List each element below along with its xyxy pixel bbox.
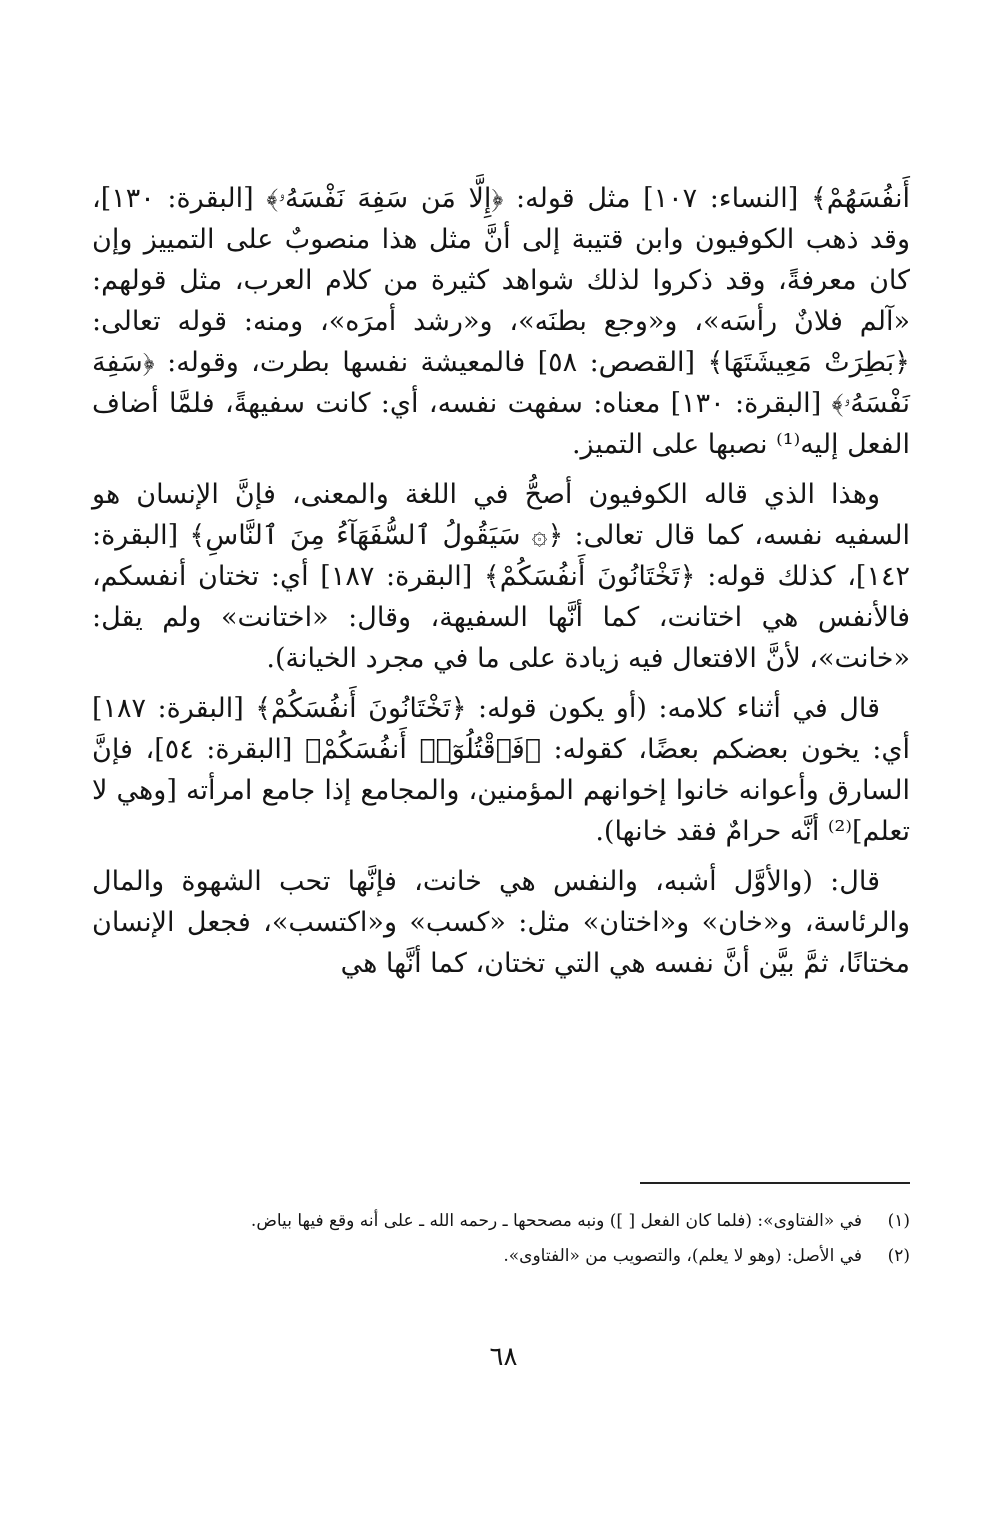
footnote-number: (١) (887, 1211, 910, 1231)
footnotes (92, 1206, 910, 1276)
paragraph-1: أَنفُسَهُمْ﴾ [النساء: ١٠٧] مثل قوله: ﴿إِلَّا مَن سَفِهَ نَفْسَهُۥ﴾ [البقرة: ١٣٠]، وقد ذهب الكوفيون وابن قتيبة إلى أنَّ مثل هذا منصوبٌ على التمييز وإن كان معرفةً، وقد ذكروا لذلك شواهد كثيرة من كلام العرب، مثل قولهم: «آلم فلانٌ رأسَه»، و«وجع بطنَه»، و«رشد أمرَه»، ومنه: قوله تعالى: ﴿بَطِرَتْ مَعِيشَتَهَا﴾ [القصص: ٥٨] فالمعيشة نفسها بطرت، وقوله: ﴿سَفِهَ نَفْسَهُۥ﴾ [البقرة: ١٣٠] معناه: سفهت نفسه، أي: كانت سفيهةً، فلمَّا أضاف الفعل إليه⁽¹⁾ نصبها على التميز. (92, 183, 910, 460)
paragraph-3: قال في أثناء كلامه: (أو يكون قوله: ﴿تَخْتَانُونَ أَنفُسَكُمْ﴾ [البقرة: ١٨٧] أي: يخون بعضكم بعضًا، كقوله: ﴿فَٱقْتُلُوٓا۟ أَنفُسَكُمْ﴾ [البقرة: ٥٤]، فإنَّ السارق وأعوانه خانوا إخوانهم المؤمنين، والمجامع إذا جامع امرأته [وهي لا تعلم]⁽²⁾ أنَّه حرامٌ فقد خانها). (92, 693, 911, 847)
footnote-text: في «الفتاوى»: (فلما كان الفعل [ ]) ونبه مصححها ـ رحمه الله ـ على أنه وقع فيها بياض. (250, 1211, 862, 1231)
main-text (92, 178, 910, 993)
paragraph-4: قال: (والأوَّل أشبه، والنفس هي خانت، فإنَّها تحب الشهوة والمال والرئاسة، و«خان» و«اختان» مثل: «كسب» و«اكتسب»، فجعل الإنسان مختانًا، ثمَّ بيَّن أنَّ نفسه هي التي تختان، كما أنَّها هي (92, 866, 910, 979)
paragraph-2: وهذا الذي قاله الكوفيون أصحُّ في اللغة والمعنى، فإنَّ الإنسان هو السفيه نفسه، كما قال تعالى: ﴿۞ سَيَقُولُ ٱلسُّفَهَآءُ مِنَ ٱلنَّاسِ﴾ [البقرة: ١٤٢]، كذلك قوله: ﴿تَخْتَانُونَ أَنفُسَكُمْ﴾ [البقرة: ١٨٧] أي: تختان أنفسكم، فالأنفس هي اختانت، كما أنَّها السفيهة، وقال: «اختانت» ولم يقل: «خانت»، لأنَّ الافتعال فيه زيادة على ما في مجرد الخيانة). (92, 479, 910, 674)
page-number: ٦٨ (489, 1342, 518, 1372)
footnote-2 (92, 1241, 910, 1272)
footnote-text: في الأصل: (وهو لا يعلم)، والتصويب من «الفتاوى». (503, 1246, 862, 1266)
footnote-separator (640, 1182, 910, 1184)
footnote-1 (92, 1206, 910, 1237)
footnote-number: (٢) (887, 1246, 910, 1266)
